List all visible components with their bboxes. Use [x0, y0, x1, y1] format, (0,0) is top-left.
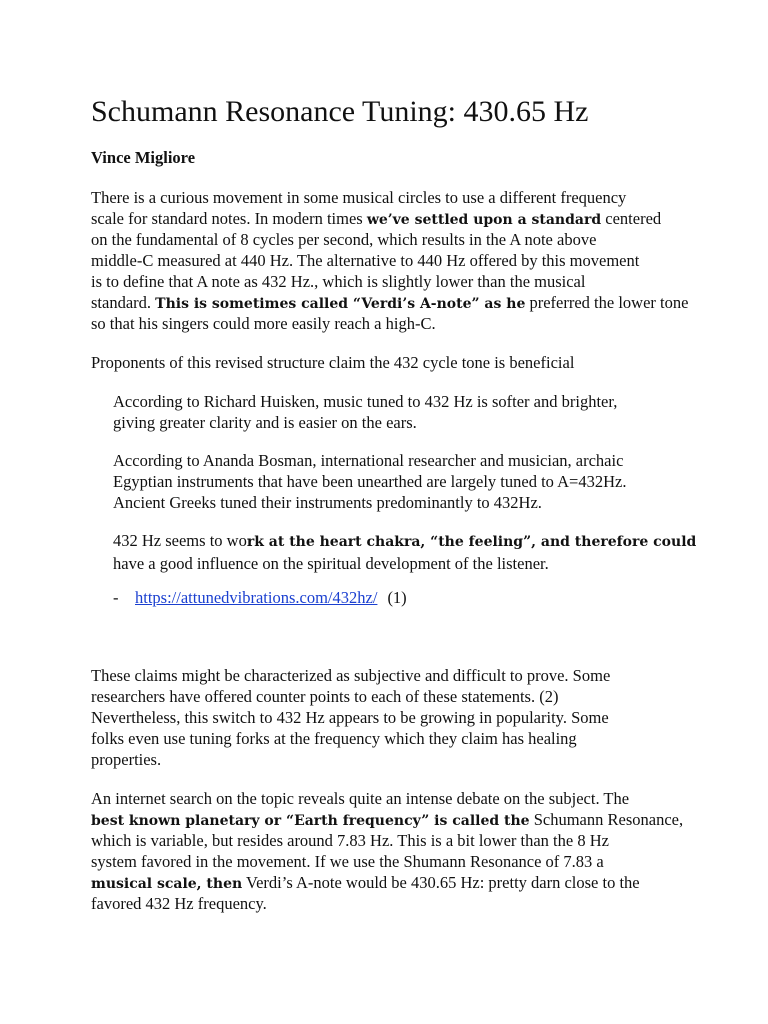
paragraph-3-line-1: These claims might be characterized as subjective and difficult to prove. Some: [91, 666, 611, 685]
paragraph-1-line-3: on the fundamental of 8 cycles per second, which results in the A note above: [91, 230, 597, 249]
paragraph-1-line-5: is to define that A note as 432 Hz., which is slightly lower than the musical: [91, 272, 586, 291]
paragraph-4-line-6: favored 432 Hz frequency.: [91, 894, 267, 913]
text-run: centered: [601, 209, 662, 228]
text-run: 432 Hz seems to wo: [113, 531, 247, 550]
reference-link[interactable]: https://attunedvibrations.com/432hz/: [135, 588, 378, 607]
text-run: Verdi’s A: [242, 873, 308, 892]
quote-2-line-3: Ancient Greeks tuned their instruments predominantly to 432Hz.: [113, 493, 542, 512]
paragraph-3-line-3: Nevertheless, this switch to 432 Hz appears to be growing in popularity. Some: [91, 708, 609, 727]
quote-1-line-2: giving greater clarity and is easier on the ears.: [113, 413, 417, 432]
bold-text-run: rk at the heart chakra, “the feeling”, and therefore could: [246, 534, 697, 550]
reference-list-item: [113, 587, 407, 608]
paragraph-4-line-2: [91, 809, 683, 832]
quote-1-line-1: According to Richard Huisken, music tuned to 432 Hz is softer and brighter,: [113, 392, 618, 411]
paragraph-4-line-1: An internet search on the topic reveals quite an intense debate on the subject. The: [91, 789, 630, 808]
paragraph-4-line-5: [91, 872, 640, 895]
quote-2-line-2: Egyptian instruments that have been unearthed are largely tuned to A=432Hz.: [113, 472, 627, 491]
paragraph-1-line-1: There is a curious movement in some musical circles to use a different frequency: [91, 188, 627, 207]
paragraph-1-line-4: middle-C measured at 440 Hz. The alternative to 440 Hz offered by this movement: [91, 251, 640, 270]
quote-3-line-2: have a good influence on the spiritual development of the listener.: [113, 554, 549, 573]
text-run: scale for standard notes. In modern times: [91, 209, 367, 228]
text-run: -note would be 430.65 Hz: pretty darn close to the: [307, 873, 640, 892]
paragraph-4-line-4: system favored in the movement. If we use the Shumann Resonance of 7.83 a: [91, 852, 604, 871]
paragraph-3-line-4: folks even use tuning forks at the frequency which they claim has healing: [91, 729, 577, 748]
paragraph-3-line-2: researchers have offered counter points to each of these statements. (2): [91, 687, 559, 706]
text-run: preferred the lower tone: [525, 293, 689, 312]
paragraph-4-line-3: which is variable, but resides around 7.83 Hz. This is a bit lower than the 8 Hz: [91, 831, 609, 850]
paragraph-1-line-7: so that his singers could more easily reach a high-C.: [91, 314, 436, 333]
paragraph-3-line-5: properties.: [91, 750, 162, 769]
reference-number: (1): [387, 588, 407, 607]
paragraph-1-line-2: [91, 208, 661, 231]
text-run: Schumann Resonance,: [529, 810, 684, 829]
paragraph-1-line-6: [91, 292, 688, 315]
bold-text-run: musical scale, then: [91, 876, 243, 892]
list-dash: -: [113, 588, 119, 607]
quote-2-line-1: According to Ananda Bosman, international researcher and musician, archaic: [113, 451, 624, 470]
bold-text-run: This is sometimes called “Verdi’s A-note” as he: [155, 296, 526, 312]
quote-3-line-1: [113, 530, 696, 553]
bold-text-run: best known planetary or “Earth frequency” is called the: [91, 813, 530, 829]
bold-text-run: we’ve settled upon a standard: [366, 212, 602, 228]
author-name: Vince Migliore: [91, 148, 196, 167]
document-title: Schumann Resonance Tuning: 430.65 Hz: [91, 95, 589, 128]
paragraph-2: Proponents of this revised structure claim the 432 cycle tone is beneficial: [91, 353, 575, 372]
text-run: standard.: [91, 293, 156, 312]
